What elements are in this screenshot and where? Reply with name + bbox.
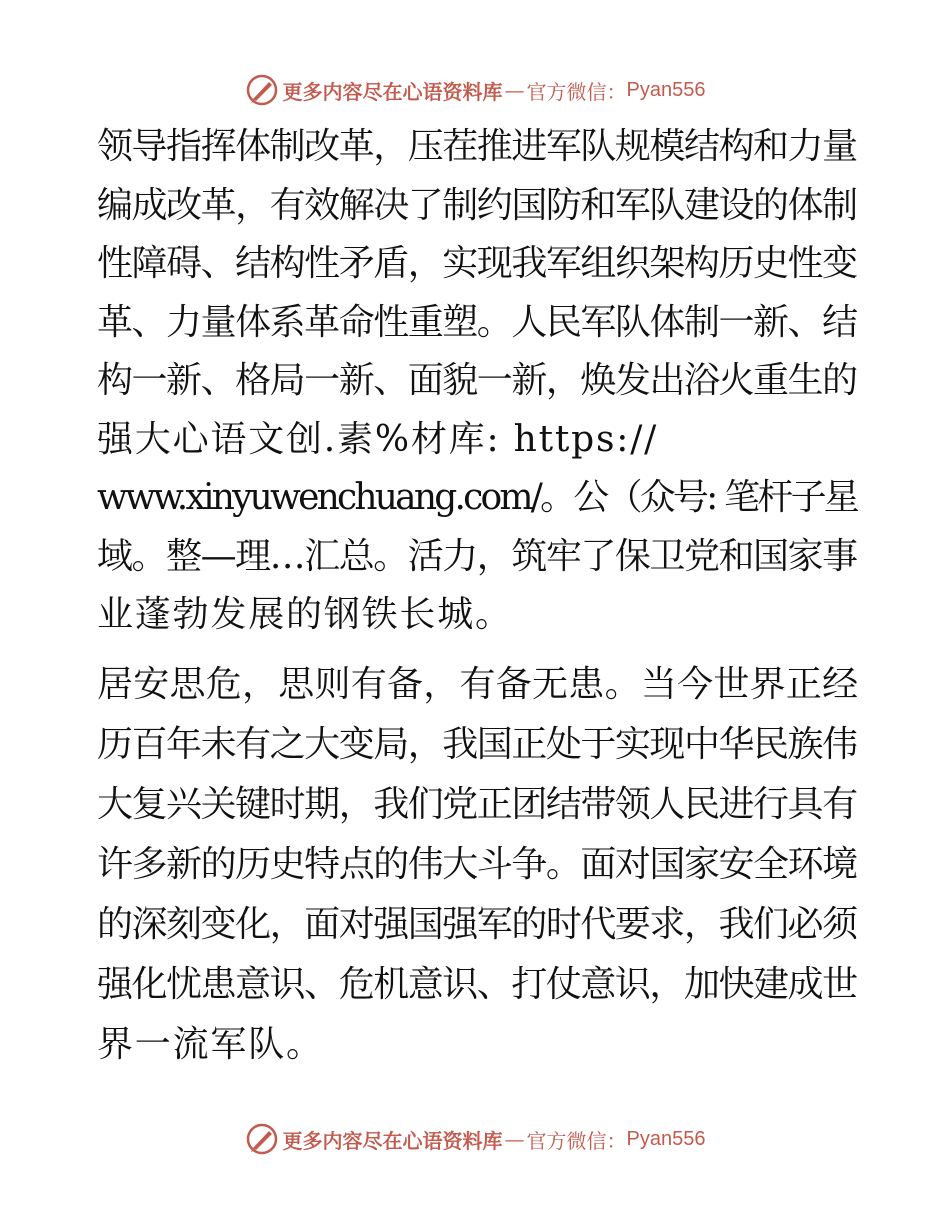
text-line: 界一流军队。 [97, 1023, 324, 1065]
text-line: 性障碍、结构性矛盾，实现我军组织架构历史性变 [97, 243, 857, 284]
separator: — [504, 78, 525, 102]
wechat-id: Pyan556 [626, 1127, 706, 1150]
text-line: 的深刻变化，面对强国强军的时代要求，我们必须 [97, 903, 857, 945]
brand-text: 更多内容尽在心语资料库 [282, 79, 503, 104]
text-line: 居安思危，思则有备，有备无患。当今世界正经 [97, 663, 859, 705]
text-line: 历百年未有之大变局，我国正处于实现中华民族伟 [97, 723, 857, 765]
text-line: 强大心语文创.素%材库: https:// [97, 418, 659, 460]
footer-banner [0, 1121, 950, 1157]
text-line: 域。整—理…汇总。活力，筑牢了保卫党和国家事 [97, 535, 857, 577]
paragraph-1 [97, 118, 857, 645]
paragraph-2 [97, 655, 857, 1075]
separator: — [504, 1127, 525, 1151]
text-line: 强化忧患意识、危机意识、打仗意识，加快建成世 [97, 963, 857, 1005]
feather-pen-logo-icon [245, 1122, 279, 1156]
text-line: 领导指挥体制改革，压茬推进军队规模结构和力量 [97, 126, 857, 167]
text-line: 业蓬勃发展的钢铁长城。 [97, 594, 513, 635]
text-line: www.xinyuwenchuang.com/。公（众号: 笔杆子星 [97, 477, 857, 518]
wechat-label: 官方微信： [526, 1128, 627, 1153]
wechat-id: Pyan556 [626, 78, 706, 101]
text-line: 许多新的历史特点的伟大斗争。面对国家安全环境 [97, 843, 857, 885]
text-line: 编成改革，有效解决了制约国防和军队建设的体制 [97, 184, 857, 226]
wechat-label: 官方微信： [526, 79, 627, 104]
document-body [97, 118, 857, 1075]
text-line: 大复兴关键时期，我们党正团结带领人民进行具有 [97, 783, 857, 825]
brand-text: 更多内容尽在心语资料库 [282, 1128, 503, 1153]
feather-pen-logo-icon [245, 73, 279, 107]
text-line: 构一新、格局一新、面貌一新，焕发出浴火重生的 [97, 360, 857, 401]
text-line: 革、力量体系革命性重塑。人民军队体制一新、结 [97, 301, 857, 343]
header-banner [0, 72, 950, 108]
